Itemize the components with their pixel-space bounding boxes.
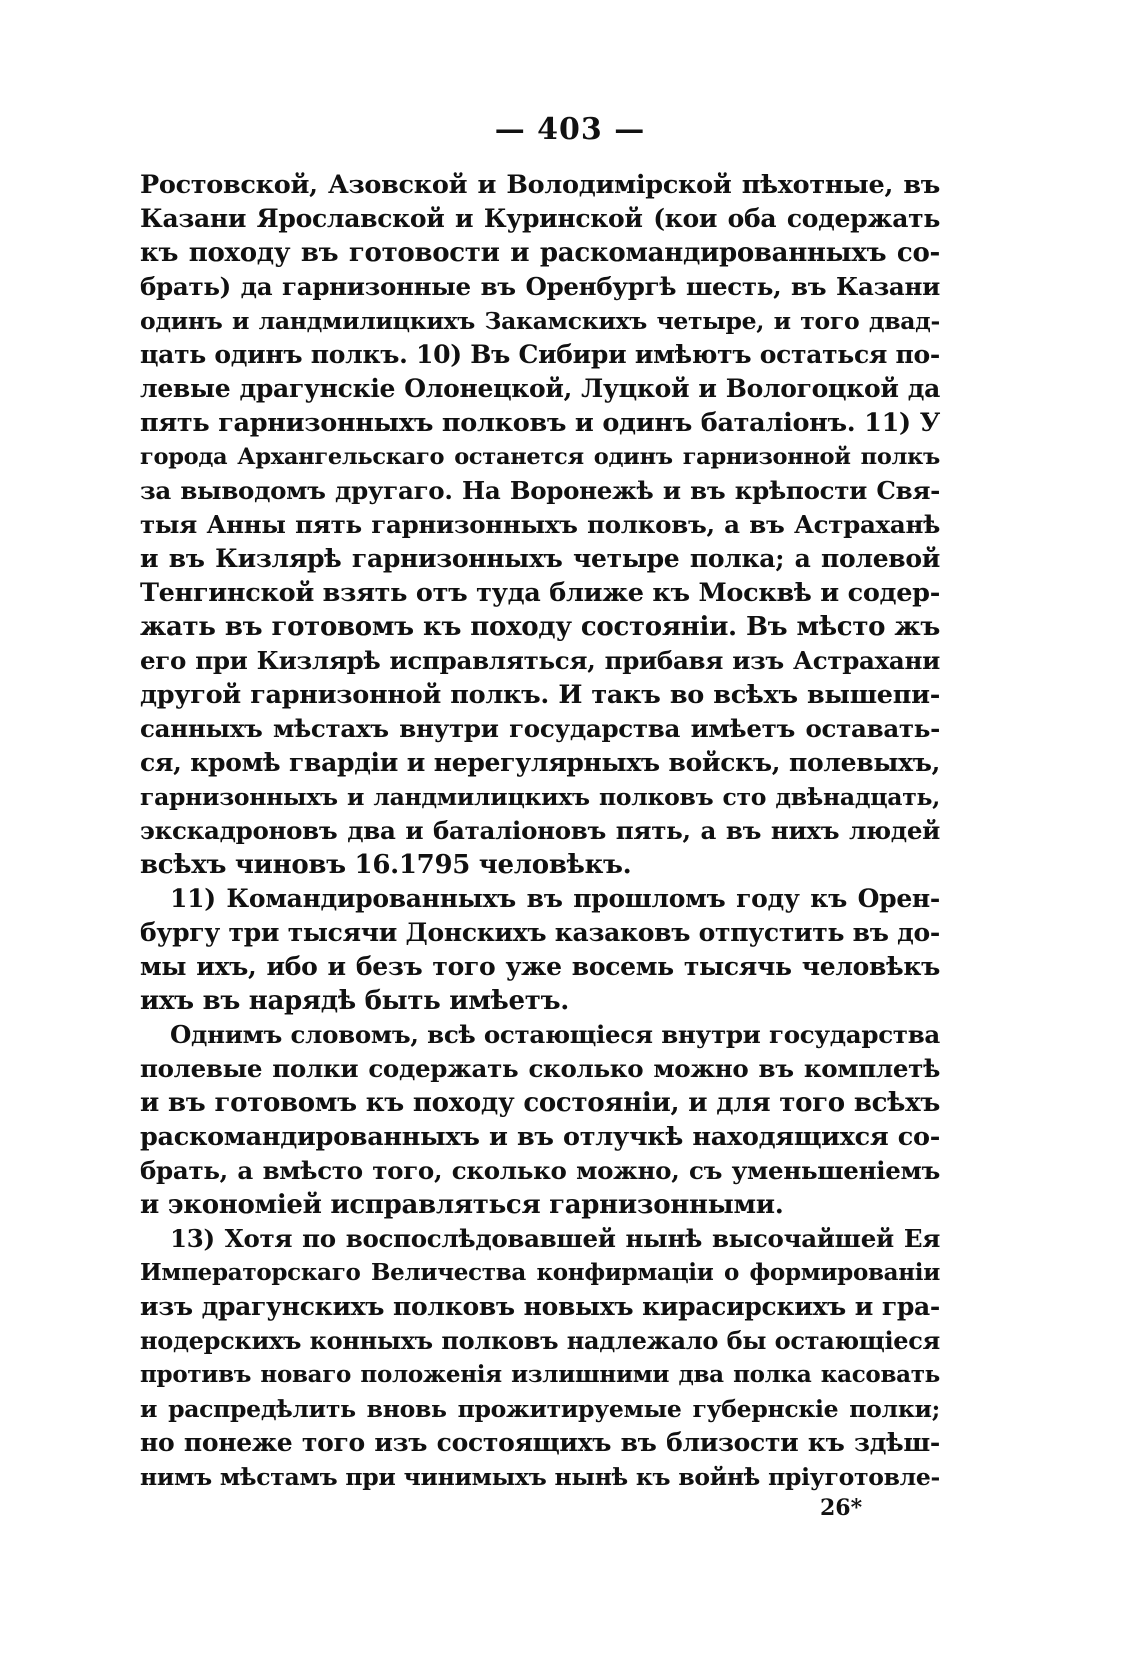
text-line: всѣхъ чиновъ 16.1795 человѣкъ. xyxy=(140,850,632,880)
text-line: 13) Хотя по воспослѣдовавшей нынѣ высочайшей Ея xyxy=(170,1224,940,1253)
text-line: 11) Командированныхъ въ прошломъ году къ Орен- xyxy=(170,884,940,913)
text-line: за выводомъ другаго. На Воронежѣ и въ крѣпости Свя- xyxy=(140,476,940,505)
text-line: одинъ и ландмилицкихъ Закамскихъ четыре, и того двад- xyxy=(140,307,940,335)
text-line: и въ готовомъ къ походу состояніи, и для того всѣхъ xyxy=(140,1088,940,1118)
text-line: жать въ готовомъ къ походу состояніи. Въ мѣсто жъ xyxy=(140,612,940,642)
text-line: мы ихъ, ибо и безъ того уже восемь тысячь человѣкъ xyxy=(140,952,940,981)
text-line: противъ новаго положенія излишними два полка касовать xyxy=(140,1361,940,1388)
body-text xyxy=(140,168,940,1494)
text-line: изъ драгунскихъ полковъ новыхъ кирасирскихъ и гра- xyxy=(140,1292,940,1321)
text-line: бургу три тысячи Донскихъ казаковъ отпустить въ до- xyxy=(140,918,940,947)
text-line: Тенгинской взять отъ туда ближе къ Москвѣ и содер- xyxy=(140,578,940,608)
text-line: къ походу въ готовости и раскомандированныхъ со- xyxy=(140,238,940,268)
text-line: левые драгунскіе Олонецкой, Луцкой и Вологоцкой да xyxy=(140,374,940,403)
text-line: нимъ мѣстамъ при чинимыхъ нынѣ къ войнѣ пріуготовле- xyxy=(140,1463,940,1491)
text-line: и распредѣлить вновь прожитируемые губернскіе полки; xyxy=(140,1395,940,1423)
text-line: гарнизонныхъ и ландмилицкихъ полковъ сто двѣнадцать, xyxy=(140,783,940,811)
text-line: города Архангельскаго останется одинъ гарнизонной полкъ xyxy=(140,444,940,470)
text-line: брать) да гарнизонные въ Оренбургѣ шесть, въ Казани xyxy=(140,272,940,301)
text-line: раскомандированныхъ и въ отлучкѣ находящихся со- xyxy=(140,1122,940,1152)
page-number: — 403 — xyxy=(494,112,646,147)
text-line: его при Кизлярѣ исправляться, прибавя изъ Астрахани xyxy=(140,646,940,675)
text-line: санныхъ мѣстахъ внутри государства имѣетъ оставать- xyxy=(140,714,940,743)
text-line: Казани Ярославской и Куринской (кои оба содержать xyxy=(140,204,940,233)
text-line: Ростовской, Азовской и Володимірской пѣхотные, въ xyxy=(140,170,940,200)
text-line: экскадроновъ два и баталіоновъ пять, а въ нихъ людей xyxy=(140,816,940,845)
signature-mark: 26* xyxy=(820,1495,863,1521)
text-line: Императорскаго Величества конфирмаціи о формированіи xyxy=(140,1259,940,1286)
text-line: и экономіей исправляться гарнизонными. xyxy=(140,1190,784,1220)
text-line: тыя Анны пять гарнизонныхъ полковъ, а въ Астраханѣ xyxy=(140,510,940,539)
text-line: но понеже того изъ состоящихъ въ близости къ здѣш- xyxy=(140,1428,940,1457)
text-line: и въ Кизлярѣ гарнизонныхъ четыре полка; а полевой xyxy=(140,544,940,573)
text-line: брать, а вмѣсто того, сколько можно, съ уменьшеніемъ xyxy=(140,1156,940,1185)
text-line: полевые полки содержать сколько можно въ комплетѣ xyxy=(140,1054,940,1083)
text-line: пять гарнизонныхъ полковъ и одинъ баталіонъ. 11) У xyxy=(140,408,940,438)
text-line: ся, кромѣ гвардіи и нерегулярныхъ войскъ, полевыхъ, xyxy=(140,748,940,777)
text-line: другой гарнизонной полкъ. И такъ во всѣхъ вышепи- xyxy=(140,680,940,710)
text-line: Однимъ словомъ, всѣ остающіеся внутри государства xyxy=(170,1020,940,1049)
text-line: нодерскихъ конныхъ полковъ надлежало бы остающіеся xyxy=(140,1326,940,1355)
text-line: цать одинъ полкъ. 10) Въ Сибири имѣютъ остаться по- xyxy=(140,340,940,369)
text-line: ихъ въ нарядѣ быть имѣетъ. xyxy=(140,986,569,1016)
